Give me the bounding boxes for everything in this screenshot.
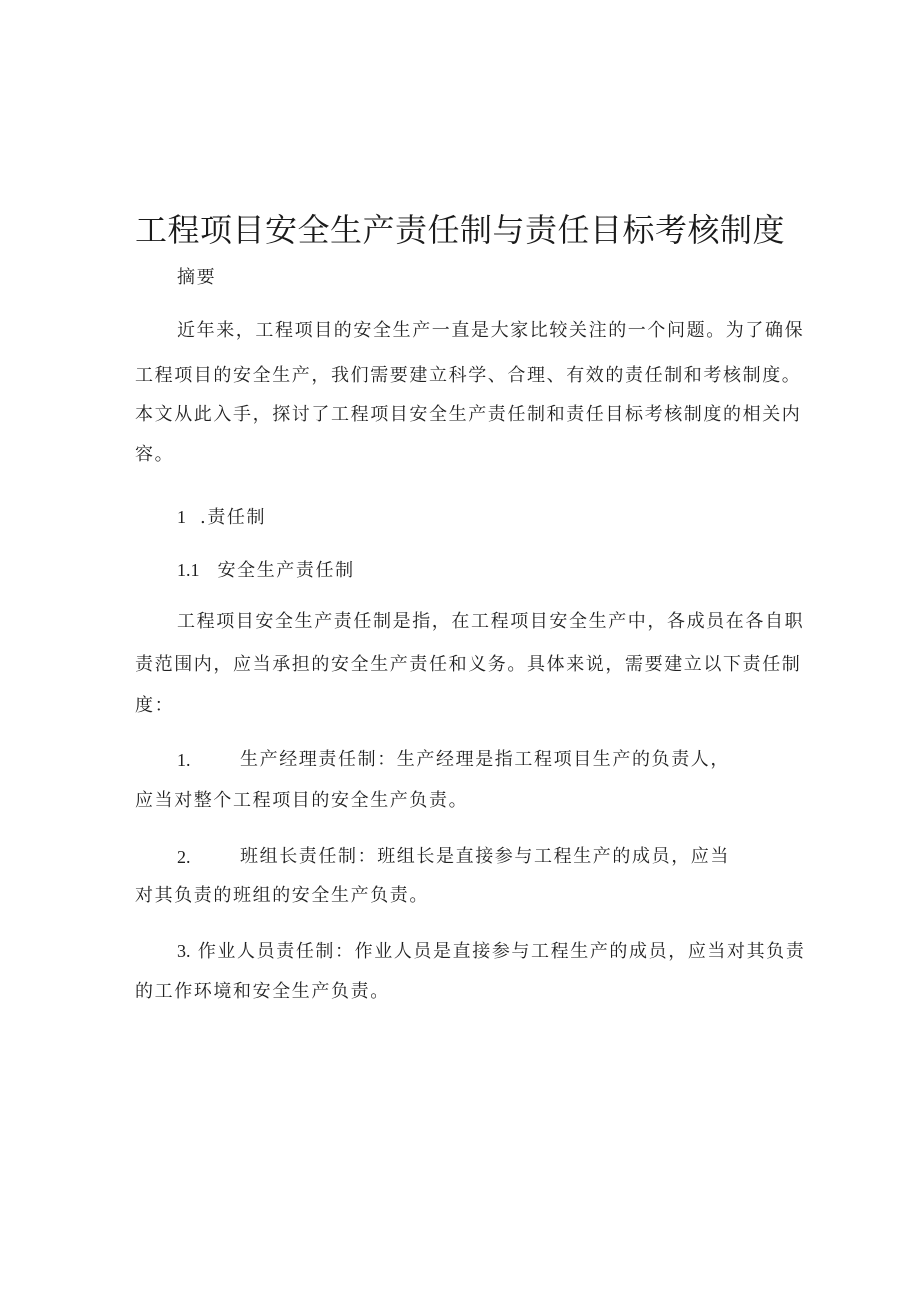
list-item-1-line-1: 生产经理责任制：生产经理是指工程项目生产的负责人，	[240, 749, 730, 770]
list-item-1-number: 1.	[177, 750, 191, 770]
section-1-number: 1	[177, 507, 186, 527]
intro-line-2: 责范围内，应当承担的安全生产责任和义务。具体来说，需要建立以下责任制	[135, 654, 802, 675]
section-1-1-title: 安全生产责任制	[217, 560, 355, 581]
list-item-3-number: 3.	[177, 941, 191, 961]
section-1-1-heading	[177, 558, 355, 583]
list-item-3-line-2: 的工作环境和安全生产负责。	[135, 981, 390, 1002]
abstract-line-3: 本文从此入手，探讨了工程项目安全生产责任制和责任目标考核制度的相关内	[135, 404, 802, 425]
section-1-heading	[177, 505, 266, 530]
intro-line-1: 工程项目安全生产责任制是指，在工程项目安全生产中，各成员在各自职	[177, 611, 805, 632]
abstract-line-4: 容。	[135, 444, 175, 465]
abstract-line-2: 工程项目的安全生产，我们需要建立科学、合理、有效的责任制和考核制度。	[135, 365, 802, 386]
abstract-line-1: 近年来，工程项目的安全生产一直是大家比较关注的一个问题。为了确保	[177, 320, 805, 341]
list-item-1-line-2: 应当对整个工程项目的安全生产负责。	[135, 790, 469, 811]
list-item-2-number: 2.	[177, 847, 191, 867]
list-item-3-text: 作业人员责任制：作业人员是直接参与工程生产的成员，应当对其负责	[197, 941, 806, 962]
section-1-1-number: 1.1	[177, 560, 200, 580]
section-1-title: .责任制	[200, 507, 267, 528]
list-item-2-line-1: 班组长责任制：班组长是直接参与工程生产的成员，应当	[240, 846, 730, 867]
intro-line-3: 度：	[135, 695, 175, 716]
abstract-heading: 摘要	[177, 267, 217, 288]
list-item-3-line-1	[177, 939, 805, 964]
document-title: 工程项目安全生产责任制与责任目标考核制度	[135, 211, 786, 249]
list-item-2-line-2: 对其负责的班组的安全生产负责。	[135, 885, 429, 906]
